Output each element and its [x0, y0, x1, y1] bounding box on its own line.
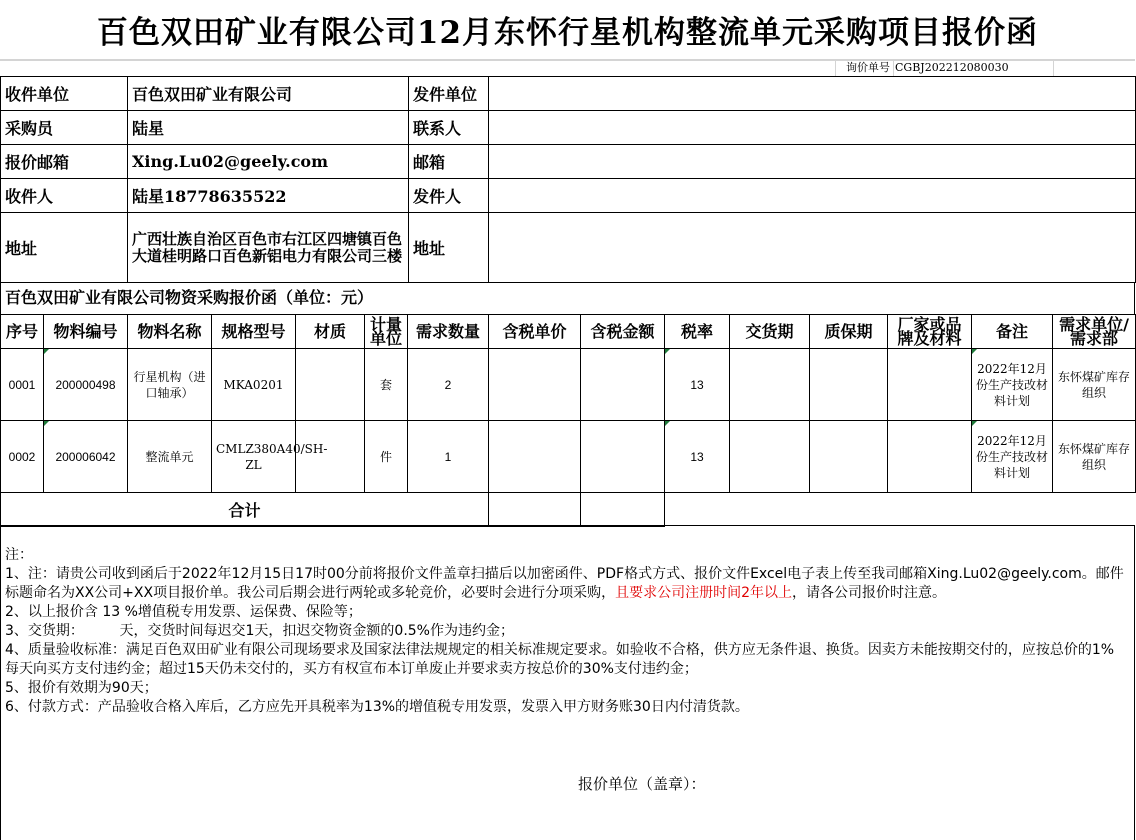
contact-value[interactable]: [489, 111, 1136, 145]
sender-value[interactable]: [489, 179, 1136, 213]
buyer-value[interactable]: 陆星: [128, 111, 409, 145]
tax-rate[interactable]: 13: [665, 349, 730, 421]
manufacturer-input[interactable]: [888, 349, 972, 421]
address2-value[interactable]: [489, 213, 1136, 283]
tax-rate[interactable]: 13: [665, 421, 730, 493]
contact-label: 联系人: [409, 111, 489, 145]
total-row: [1, 493, 1136, 527]
inquiry-number-value: CGBJ202212080030: [895, 61, 1009, 74]
header-cell: 厂家或品牌及材料: [888, 315, 972, 349]
stamp-label: 报价单位（盖章）：: [578, 775, 706, 793]
unit-price-input[interactable]: [489, 349, 581, 421]
page-title: 百色双田矿业有限公司12月东怀行星机构整流单元采购项目报价函: [0, 0, 1135, 60]
header-cell: 质保期: [810, 315, 888, 349]
address2-label: 地址: [409, 213, 489, 283]
header-cell: 计量单位: [365, 315, 408, 349]
receiver-unit-label: 收件单位: [1, 77, 128, 111]
unit[interactable]: 件: [365, 421, 408, 493]
email-value[interactable]: [489, 145, 1136, 179]
table-row: [1, 421, 1136, 493]
total-unit-price[interactable]: [489, 493, 581, 527]
total-amount[interactable]: [581, 493, 665, 527]
delivery-period-input[interactable]: [730, 421, 810, 493]
table-row: [1, 349, 1136, 421]
contact-info-table: [0, 76, 1136, 283]
material-quality[interactable]: [296, 421, 365, 493]
total-blank: [665, 493, 1136, 527]
header-cell: 规格型号: [212, 315, 296, 349]
section-title: 百色双田矿业有限公司物资采购报价函（单位：元）: [0, 282, 1135, 314]
material-name[interactable]: 行星机构（进口轴承）: [128, 349, 212, 421]
demand-unit[interactable]: 东怀煤矿库存组织: [1053, 421, 1136, 493]
quote-email-value[interactable]: Xing.Lu02@geely.com: [128, 145, 409, 179]
unit-price-input[interactable]: [489, 421, 581, 493]
demand-unit[interactable]: 东怀煤矿库存组织: [1053, 349, 1136, 421]
sender-unit-label: 发件单位: [409, 77, 489, 111]
amount-input[interactable]: [581, 349, 665, 421]
note-5: 5、报价有效期为90天；: [5, 680, 158, 696]
spec-model[interactable]: MKA0201: [212, 349, 296, 421]
notes-heading: 注：: [5, 547, 33, 563]
unit[interactable]: 套: [365, 349, 408, 421]
total-label: 合计: [1, 493, 489, 527]
header-cell: 备注: [972, 315, 1053, 349]
quote-email-label: 报价邮箱: [1, 145, 128, 179]
note-2: 2、以上报价含 13 %增值税专用发票、运保费、保险等；: [5, 604, 362, 620]
row-index[interactable]: 0002: [1, 421, 44, 493]
material-quality[interactable]: [296, 349, 365, 421]
note-6: 6、付款方式：产品验收合格入库后，乙方应先开具税率为13%的增值税专用发票，发票入甲方财务账30日内付清货款。: [5, 699, 749, 715]
header-cell: 材质: [296, 315, 365, 349]
header-cell: 含税金额: [581, 315, 665, 349]
quotation-items-table: [0, 314, 1136, 527]
email-label: 邮箱: [409, 145, 489, 179]
note-1: 1、注：请贵公司收到函后于2022年12月15日17时00分前将报价文件盖章扫描后以加密函件、PDF格式方式、报价文件Excel电子表上传至我司邮箱Xing.Lu02@geely.com。邮件标题命名为XX公司+XX项目报价单。我公司后期会进行两轮或多轮竞价，必要时会进行分项采购，且要求公司注册时间2年以上，请各公司报价时注意。: [5, 566, 1124, 601]
quantity[interactable]: 2: [408, 349, 489, 421]
note-3: 3、交货期： 天，交货时间每迟交1天，扣迟交物资金额的0.5%作为违约金；: [5, 623, 514, 639]
header-cell: 税率: [665, 315, 730, 349]
header-cell: 需求单位/需求部: [1053, 315, 1136, 349]
material-code[interactable]: 200000498: [44, 349, 128, 421]
remark[interactable]: 2022年12月份生产技改材料计划: [972, 421, 1053, 493]
note-4: 4、质量验收标准：满足百色双田矿业有限公司现场要求及国家法律法规规定的相关标准规定要求。如验收不合格，供方应无条件退、换货。因卖方未能按期交付的，应按总价的1% 每天向买方支付违约金；超过15天仍未交付的，买方有权宣布本订单废止并要求卖方按总价的30%支付违约金；: [5, 642, 1115, 677]
spec-model[interactable]: CMLZ380A40/SH-ZL: [212, 421, 296, 493]
remark[interactable]: 2022年12月份生产技改材料计划: [972, 349, 1053, 421]
amount-input[interactable]: [581, 421, 665, 493]
receiver-unit-value[interactable]: 百色双田矿业有限公司: [128, 77, 409, 111]
table-header-row: [1, 315, 1136, 349]
buyer-label: 采购员: [1, 111, 128, 145]
note-1-highlight: 且要求公司注册时间2年以上: [615, 585, 793, 601]
warranty-input[interactable]: [810, 349, 888, 421]
quantity[interactable]: 1: [408, 421, 489, 493]
material-code[interactable]: 200006042: [44, 421, 128, 493]
sender-unit-value[interactable]: [489, 77, 1136, 111]
row-index[interactable]: 0001: [1, 349, 44, 421]
address-label: 地址: [1, 213, 128, 283]
recipient-value[interactable]: 陆星18778635522: [128, 179, 409, 213]
material-name[interactable]: 整流单元: [128, 421, 212, 493]
header-cell: 序号: [1, 315, 44, 349]
notes-section: [0, 525, 1135, 840]
header-cell: 物料名称: [128, 315, 212, 349]
recipient-label: 收件人: [1, 179, 128, 213]
delivery-period-input[interactable]: [730, 349, 810, 421]
sender-label: 发件人: [409, 179, 489, 213]
inquiry-number-label: 询价单号: [846, 61, 890, 74]
manufacturer-input[interactable]: [888, 421, 972, 493]
header-cell: 需求数量: [408, 315, 489, 349]
warranty-input[interactable]: [810, 421, 888, 493]
header-cell: 交货期: [730, 315, 810, 349]
header-cell: 物料编号: [44, 315, 128, 349]
header-cell: 含税单价: [489, 315, 581, 349]
address-value[interactable]: 广西壮族自治区百色市右江区四塘镇百色大道桂明路口百色新铝电力有限公司三楼: [128, 213, 409, 283]
